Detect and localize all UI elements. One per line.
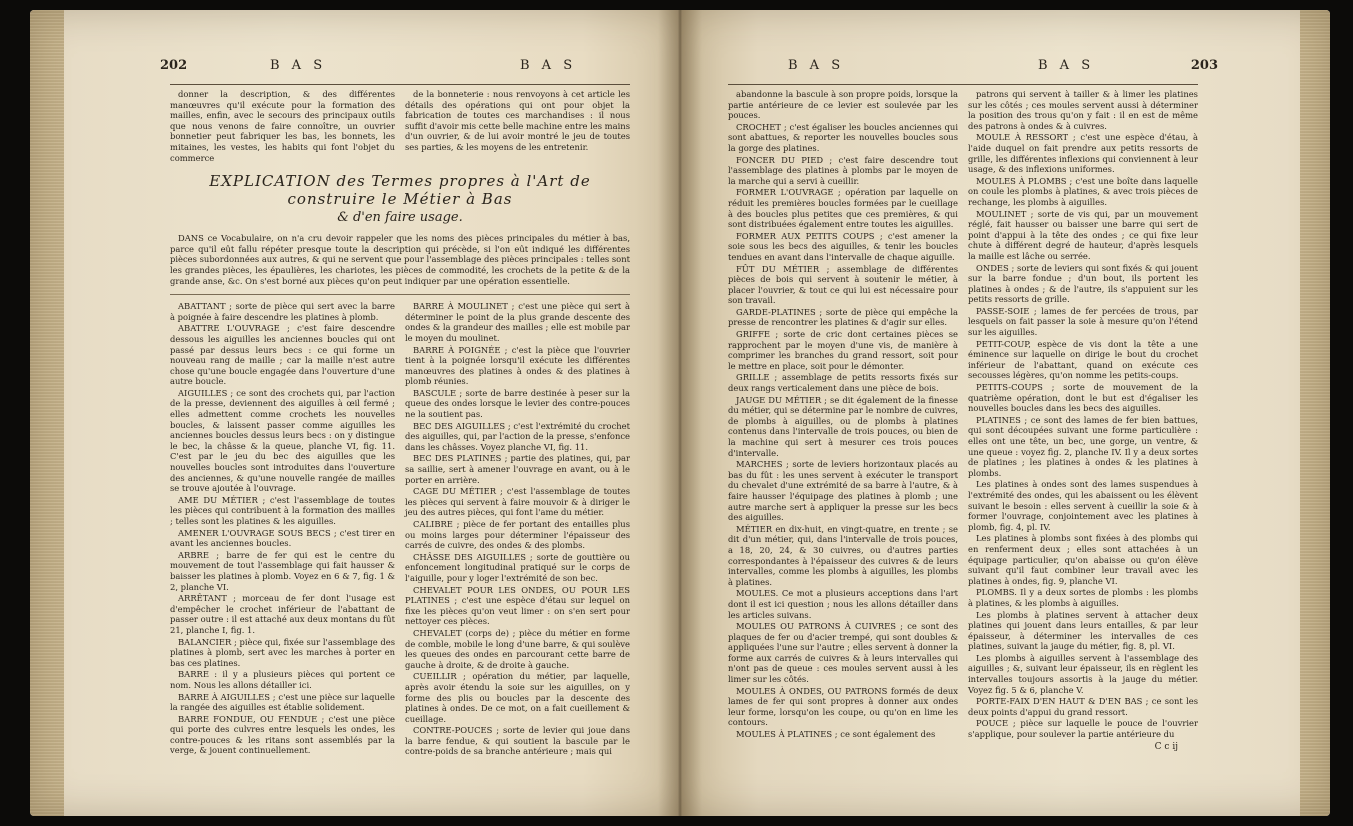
- glossary-entry: AIGUILLES ; ce sont des crochets qui, par l'action de la presse, deviennent des aiguilles à œil fermé ; elles admettent comme crochets les nouvelles boucles, & laissent passer comme aiguilles les anciennes boucles dessus leurs becs : on y distingue le bec, la châsse & la queue, planche VI, fig. 11. C'est par le jeu du bec des aiguilles que les nouvelles boucles sont introduites dans l'ouverture des anciennes, & qu'une nouvelle rangée de mailles se trouve ajoutée à l'ouvrage.: [170, 387, 395, 494]
- running-head-title: B A S: [270, 58, 327, 73]
- running-head-title: B A S: [788, 58, 845, 73]
- page-number: 203: [1190, 58, 1218, 73]
- glossary-entry: MOULES OU PATRONS À CUIVRES ; ce sont des plaques de fer ou d'acier trempé, qui sont doubles & appliquées l'une sur l'autre ; elles servent à donner la forme aux carrés de cuivres & à leurs intervalles qui n'ont pas de queue : ces moules servent aussi à les limer sur les côtés.: [728, 621, 958, 685]
- glossary-entry: Les platines à plombs sont fixées à des plombs qui en renferment deux ; elles sont attachées à un équipage particulier, qu'on abaisse ou qu'on élève suivant qu'il faut combiner leur travail avec les platines à ondes, fig. 9, planche VI.: [968, 533, 1198, 586]
- glossary-entry: CHEVALET (corps de) ; pièce du métier en forme de comble, mobile le long d'une barre, & qui soulève les queues des ondes en parcourant cette barre de gauche à droite, & de droite à gauche.: [405, 627, 630, 670]
- glossary-column-left: [170, 301, 395, 758]
- signature-mark: C c ij: [1154, 741, 1178, 752]
- glossary-entry: JAUGE DU MÉTIER ; se dit également de la finesse du métier, qui se détermine par le nombre de cuivres, de plombs à aiguilles, ou de plombs à platines contenus dans l'intervalle de trois pouces, ou bien de la machine qui sert à mesurer ces trois pouces d'intervalle.: [728, 394, 958, 458]
- glossary-entry: PETIT-COUP, espèce de vis dont la tête a une éminence sur laquelle on dirige le bout du crochet inférieur de l'abattant, quand on exécute ces secousses légères, qu'on nomme les petits-coups.: [968, 338, 1198, 381]
- top-columns: [170, 89, 630, 164]
- glossary-entry: CROCHET ; c'est égaliser les boucles anciennes qui sont abattues, & reporter les nouvelles boucles sous la gorge des platines.: [728, 121, 958, 153]
- open-book: [30, 10, 1330, 818]
- glossary-entry: FÛT DU MÉTIER ; assemblage de différentes pièces de bois qui servent à soutenir le métier, à placer l'ouvrier, & tout ce qui lui est nécessaire pour son travail.: [728, 263, 958, 306]
- glossary-entry: AMENER L'OUVRAGE SOUS BECS ; c'est tirer en avant les anciennes boucles.: [170, 527, 395, 549]
- glossary-entry: BARRE À AIGUILLES ; c'est une pièce sur laquelle la rangée des aiguilles est établie solidement.: [170, 691, 395, 713]
- glossary-entry: Les plombs à aiguilles servent à l'assemblage des aiguilles ; &, suivant leur épaisseur, ils en règlent les intervalles toujours assortis à la jauge du métier. Voyez fig. 5 & 6, planche V.: [968, 652, 1198, 695]
- glossary-entry: ABATTRE L'OUVRAGE ; c'est faire descendre dessous les aiguilles les anciennes boucles qui ont passé par dessus leurs becs : ce qui forme un nouveau rang de maille ; car la maille n'est autre chose qu'une boucle engagée dans l'ouverture d'une autre boucle.: [170, 323, 395, 387]
- glossary-entry: ARRÊTANT ; morceau de fer dont l'usage est d'empêcher le crochet inférieur de l'abattant de passer outre : il est attaché aux deux montans du fût 21, planche I, fig. 1.: [170, 593, 395, 635]
- glossary-entry: Les platines à ondes sont des lames suspendues à l'extrémité des ondes, qui les abaissent ou les élèvent suivant le besoin : elles servent à cueillir la soie & à former l'ouvrage, conjointement avec les platines à plomb, fig. 4, pl. IV.: [968, 479, 1198, 532]
- glossary-entry: MOULES. Ce mot a plusieurs acceptions dans l'art dont il est ici question ; nous les allons détailler dans les articles suivans.: [728, 588, 958, 620]
- glossary-entry: MARCHES ; sorte de leviers horizontaux placés au bas du fût : les unes servent à exécuter le transport du chevalet d'une extrémité de sa barre à l'autre, & à faire hausser l'équipage des platines à plomb ; une autre marche sert à appliquer la presse sur les becs des aiguilles.: [728, 459, 958, 523]
- header-rule: [170, 84, 630, 85]
- glossary-entry: POUCE ; pièce sur laquelle le pouce de l'ouvrier s'applique, pour soulever la partie antérieure du: [968, 718, 1198, 740]
- left-page-content: [160, 10, 630, 758]
- intro-paragraph: DANS ce Vocabulaire, on n'a cru devoir rappeler que les noms des pièces principales du métier à bas, parce qu'il eût fallu répéter presque toute la description qui précède, si l'on eût indiqué les différentes pièces subordonnées aux autres, & qui ne servent que pour l'assemblage des pièces principales : telles sont les grandes pièces, les épaulières, les chariotes, les pièces de commodité, les crochets de la petite & de la grande anse, &c. On s'est borné aux pièces qu'on peut indiquer par une opération essentielle.: [170, 233, 630, 286]
- glossary-entry: GRILLE ; assemblage de petits ressorts fixés sur deux rangs verticalement dans une pièce de bois.: [728, 372, 958, 394]
- glossary-entry: BEC DES PLATINES ; partie des platines, qui, par sa saillie, sert à amener l'ouvrage en avant, ou à le porter en arrière.: [405, 453, 630, 485]
- paragraph: donner la description, & des différentes manœuvres qu'il exécute pour la formation des mailles, enfin, avec le secours des principaux outils que nous venons de faire connoître, un ouvrier bonnetier peut fabriquer les bas, les bonnets, les mitaines, les vestes, les habits qui font l'objet du commerce: [170, 89, 395, 163]
- running-head-title: B A S: [1038, 58, 1095, 73]
- glossary-column-right: [968, 89, 1198, 752]
- glossary-entry: PORTE-FAIX D'EN HAUT & D'EN BAS ; ce sont les deux points d'appui du grand ressort.: [968, 696, 1198, 717]
- section-title: EXPLICATION des Termes propres à l'Art de construire le Métier à Bas: [209, 172, 591, 209]
- glossary-entry: BARRE FONDUE, OU FENDUE ; c'est une pièce qui porte des culvres entre lesquels les ondes, les contre-pouces & les ritans sont assemblés par la verge, & jouent continuellement.: [170, 713, 395, 756]
- glossary-entry: BASCULE ; sorte de barre destinée à peser sur la queue des ondes lorsque le levier des contre-pouces ne la soutient pas.: [405, 387, 630, 420]
- page-edges-left: [30, 10, 64, 816]
- page-number: 202: [160, 58, 188, 73]
- right-running-head: [728, 58, 1218, 84]
- glossary-entry: ONDES ; sorte de leviers qui sont fixés & qui jouent sur la barre fondue ; d'un bout, ils portent les platines à ondes ; & de l'autre, ils s'appuient sur les petits ressorts de grille.: [968, 262, 1198, 305]
- glossary-entry: MOULE À RESSORT ; c'est une espèce d'étau, à l'aide duquel on fait prendre aux petits ressorts de grille, les différentes inflexions qui conviennent à leur usage, & des inflexions uniformes.: [968, 132, 1198, 175]
- glossary-entry: BALANCIER ; pièce qui, fixée sur l'assemblage des platines à plomb, sert avec les marches à porter en bas ces platines.: [170, 636, 395, 668]
- glossary-entry: PLOMBS. Il y a deux sortes de plombs : les plombs à platines, & les plombs à aiguilles.: [968, 587, 1198, 608]
- right-page: [680, 10, 1330, 816]
- section-subtitle: & d'en faire usage.: [337, 210, 463, 226]
- book-gutter: [658, 10, 702, 816]
- glossary-entry: PETITS-COUPS ; sorte de mouvement de la quatrième opération, dont le but est d'égaliser les nouvelles boucles dans les becs des aiguilles.: [968, 382, 1198, 414]
- glossary-entry: PLATINES ; ce sont des lames de fer bien battues, qui sont découpées suivant une forme particulière : elles ont une tête, un bec, une gorge, un ventre, & une queue : voyez fig. 2, planche IV. Il y a deux sortes de platines ; les platines à ondes & les platines à plombs.: [968, 414, 1198, 478]
- left-running-head: [160, 58, 630, 84]
- left-page: [30, 10, 680, 816]
- header-rule: [728, 84, 1198, 85]
- glossary-columns: [728, 89, 1198, 752]
- glossary-entry: CAGE DU MÉTIER ; c'est l'assemblage de toutes les pièces qui servent à faire mouvoir & à diriger le jeu des autres pièces, qui font l'ame du métier.: [405, 486, 630, 518]
- glossary-entry: CALIBRE ; pièce de fer portant des entailles plus ou moins larges pour déterminer l'épaisseur des carrés de cuivre, des ondes & des plombs.: [405, 519, 630, 551]
- running-head-title: B A S: [520, 58, 577, 73]
- glossary-entry: CUEILLIR ; opération du métier, par laquelle, après avoir étendu la soie sur les aiguilles, on y forme des plis ou boucles par la descente des platines à ondes. De ce mot, on a fait cueillement & cueillage.: [405, 671, 630, 724]
- glossary-entry: BARRE : il y a plusieurs pièces qui portent ce nom. Nous les allons détailler ici.: [170, 669, 395, 690]
- glossary-entry: MOULES À PLATINES ; ce sont également des: [736, 729, 936, 740]
- glossary-column-right: [405, 301, 630, 758]
- glossary-entry: BARRE À POIGNÉE ; c'est la pièce que l'ouvrier tient à la poignée lorsqu'il exécute les différentes manœuvres des platines à ondes & des platines à plomb réunies.: [405, 344, 630, 387]
- paragraph: de la bonneterie : nous renvoyons à cet article les détails des opérations qui ont pour objet la fabrication de toutes ces marchandises : il nous suffit d'avoir mis cette belle machine entre les mains d'un ouvrier, & de lui avoir montré le jeu de toutes ses parties, & les moyens de les entretenir.: [405, 89, 630, 152]
- glossary-entry: FORMER L'OUVRAGE ; opération par laquelle on réduit les premières boucles formées par le cueillage à des boucles plus petites que ces premières, & qui sont distribuées également entre toutes les aiguilles.: [728, 187, 958, 230]
- glossary-entry: FONCER DU PIED ; c'est faire descendre tout l'assemblage des platines à plombs par le moyen de la marche qui a servi à cueillir.: [728, 154, 958, 186]
- page-edges-right: [1300, 10, 1330, 816]
- glossary-entry: BEC DES AIGUILLES ; c'est l'extrémité du crochet des aiguilles, qui, par l'action de la presse, s'enfonce dans les châsses. Voyez planche VI, fig. 11.: [405, 420, 630, 452]
- glossary-entry: GARDE-PLATINES ; sorte de pièce qui empêche la presse de rencontrer les platines & d'agir sur elles.: [728, 306, 958, 328]
- glossary-entry: patrons qui servent à tailler & à limer les platines sur les côtés ; ces moules servent aussi à déterminer la position des trous qu'on y fait : il en est de même des patrons à ondes & à cuivres.: [968, 89, 1198, 131]
- glossary-entry: MOULES À PLOMBS ; c'est une boîte dans laquelle on coule les plombs à platines, & avec trois pièces de rechange, les plombs à aiguilles.: [968, 175, 1198, 207]
- glossary-entry: PASSE-SOIE ; lames de fer percées de trous, par lesquels on fait passer la soie à mesure qu'on l'étend sur les aiguilles.: [968, 305, 1198, 338]
- glossary-entry: CHÂSSE DES AIGUILLES ; sorte de gouttière ou enfoncement longitudinal pratiqué sur le corps de l'aiguille, pour y loger l'extrémité de son bec.: [405, 551, 630, 583]
- glossary-entry: CHEVALET POUR LES ONDES, OU POUR LES PLATINES ; c'est une espèce d'étau sur lequel on fixe les pièces qu'on veut limer : on s'en sert pour nettoyer ces pièces.: [405, 584, 630, 627]
- section-rule: [170, 294, 630, 295]
- glossary-entry: MÉTIER en dix-huit, en vingt-quatre, en trente ; se dit d'un métier, qui, dans l'intervalle de trois pouces, a 18, 20, 24, & 30 cuivres, ou d'autres parties correspondantes à l'épaisseur des cuivres & de leurs intervalles, comme les plombs à aiguilles, les plombs à platines.: [728, 523, 958, 587]
- glossary-entry: GRIFFE ; sorte de cric dont certaines pièces se rapprochent par le moyen d'une vis, de manière à comprimer les branches du grand ressort, soit pour le mettre en place, soit pour le démonter.: [728, 329, 958, 371]
- right-page-content: [728, 10, 1218, 752]
- glossary-entry: MOULINET ; sorte de vis qui, par un mouvement réglé, fait hausser ou baisser une barre qui sert de point d'appui à la tête des ondes ; ce qui fixe leur chute à différent degré de hauteur, d'après lesquels la maille est lâche ou serrée.: [968, 208, 1198, 261]
- glossary-entry: Les plombs à platines servent à attacher deux platines qui jouent dans leurs entailles, & par leur épaisseur, à déterminer les intervalles de ces platines, suivant la jauge du métier, fig. 8, pl. VI.: [968, 609, 1198, 652]
- glossary-entry: ABATTANT ; sorte de pièce qui sert avec la barre à poignée à faire descendre les platines à plomb.: [170, 301, 395, 322]
- glossary-entry: MOULES À ONDES, OU PATRONS formés de deux lames de fer qui sont propres à donner aux ondes leur forme, lorsqu'on les coupe, ou qu'on en lime les contours.: [728, 685, 958, 728]
- glossary-entry: FORMER AUX PETITS COUPS ; c'est amener la soie sous les becs des aiguilles, & tenir les boucles tendues en avant dans l'intervalle de chaque aiguille.: [728, 230, 958, 262]
- glossary-columns: [170, 301, 630, 758]
- glossary-entry: abandonne la bascule à son propre poids, lorsque la partie antérieure de ce levier est soulevée par les pouces.: [728, 89, 958, 121]
- glossary-column-left: [728, 89, 958, 752]
- glossary-entry: ARBRE ; barre de fer qui est le centre du mouvement de tout l'assemblage qui fait hausser & baisser les platines à plomb. Voyez en 6 & 7, fig. 1 & 2, planche VI.: [170, 549, 395, 592]
- glossary-entry: BARRE À MOULINET ; c'est une pièce qui sert à déterminer le point de la plus grande descente des ondes & la grandeur des mailles ; elle est mobile par le moyen du moulinet.: [405, 301, 630, 343]
- glossary-entry: CONTRE-POUCES ; sorte de levier qui joue dans la barre fendue, & qui soutient la bascule par le contre-poids de sa branche antérieure ; mais qui: [405, 725, 630, 757]
- glossary-entry: AME DU MÉTIER ; c'est l'assemblage de toutes les pièces qui contribuent à la formation des mailles ; telles sont les platines & les aiguilles.: [170, 494, 395, 526]
